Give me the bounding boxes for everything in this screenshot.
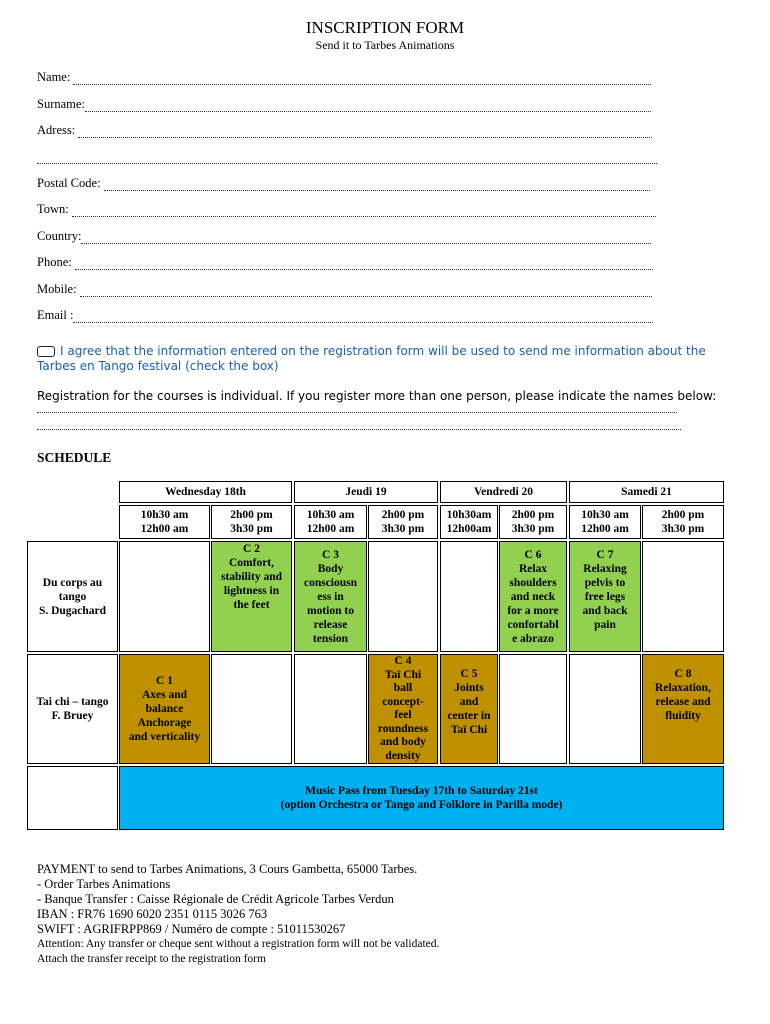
payment-info	[37, 862, 439, 967]
registration-note: Registration for the courses is individual. If you register more than one person, please indicate the names below:	[37, 389, 717, 403]
time-slot: 10h30 am 12h00 am	[294, 505, 367, 539]
field-label: Surname:	[37, 97, 85, 111]
course-c4[interactable]: C 4 Taï Chi ball concept- feel roundness and body density	[368, 654, 438, 764]
course-c3[interactable]: C 3 Body consciousn ess in motion to release tension	[294, 541, 367, 652]
phone-field[interactable]	[37, 255, 653, 270]
address-field[interactable]	[37, 123, 652, 138]
email-field[interactable]	[37, 308, 653, 323]
payment-line: - Banque Transfer : Caisse Régionale de Crédit Agricole Tarbes Verdun	[37, 892, 394, 906]
time-slot: 10h30 am 12h00 am	[569, 505, 641, 539]
field-label: Postal Code:	[37, 176, 101, 190]
course-c7[interactable]: C 7 Relaxing pelvis to free legs and back pain	[569, 541, 641, 652]
teacher-dugachard: Du corps au tango S. Dugachard	[27, 541, 118, 652]
form-subtitle: Send it to Tarbes Animations	[315, 38, 455, 52]
address-line-2-field[interactable]	[37, 149, 657, 164]
empty-slot	[119, 541, 210, 652]
field-label: Email :	[37, 308, 74, 322]
day-header: Jeudi 19	[294, 481, 438, 503]
field-label: Name:	[37, 70, 71, 84]
empty-slot	[211, 654, 292, 764]
teacher-bruey: Tai chi – tango F. Bruey	[27, 654, 118, 764]
time-slot: 2h00 pm 3h30 pm	[499, 505, 567, 539]
empty-slot	[440, 541, 498, 652]
empty-slot	[569, 654, 641, 764]
field-label: Mobile:	[37, 282, 77, 296]
empty-slot	[27, 766, 118, 830]
postal-code-field[interactable]	[37, 176, 650, 191]
consent-checkbox[interactable]	[37, 346, 55, 357]
field-label: Adress:	[37, 123, 76, 137]
town-field[interactable]	[37, 202, 656, 217]
field-label: Phone:	[37, 255, 72, 269]
field-label: Town:	[37, 202, 69, 216]
time-slot: 10h30 am 12h00 am	[119, 505, 210, 539]
time-slot: 10h30am 12h00am	[440, 505, 498, 539]
mobile-field[interactable]	[37, 282, 652, 297]
course-c1[interactable]: C 1 Axes and balance Anchorage and verticality	[119, 654, 210, 764]
schedule-heading: SCHEDULE	[37, 450, 112, 465]
consent-block	[37, 344, 727, 374]
form-title: INSCRIPTION FORM	[305, 18, 465, 37]
consent-text: I agree that the information entered on the registration form will be used to send me information about the Tarbes en Tango festival (check the box)	[37, 344, 706, 373]
payment-note: Attention: Any transfer or cheque sent without a registration form will not be validated.	[37, 938, 440, 950]
time-slot: 2h00 pm 3h30 pm	[368, 505, 438, 539]
names-line-2[interactable]	[37, 429, 681, 430]
day-header: Samedi 21	[569, 481, 724, 503]
name-field[interactable]	[37, 70, 651, 85]
time-slot: 2h00 pm 3h30 pm	[211, 505, 292, 539]
course-c2[interactable]: C 2 Comfort, stability and lightness in the feet	[211, 541, 292, 652]
payment-line: SWIFT : AGRIFRPP869 / Numéro de compte : 51011530267	[37, 922, 346, 936]
day-header: Wednesday 18th	[119, 481, 292, 503]
surname-field[interactable]	[37, 97, 651, 112]
course-c8[interactable]: C 8 Relaxation, release and fluidity	[642, 654, 724, 764]
payment-line: - Order Tarbes Animations	[37, 877, 171, 891]
empty-slot	[294, 654, 367, 764]
time-slot: 2h00 pm 3h30 pm	[642, 505, 724, 539]
course-c5[interactable]: C 5 Joints and center in Taï Chi	[440, 654, 498, 764]
empty-slot	[499, 654, 567, 764]
empty-slot	[368, 541, 438, 652]
music-pass[interactable]: Music Pass from Tuesday 17th to Saturday 21st (option Orchestra or Tango and Folklore in Parilla mode)	[119, 766, 724, 830]
field-label: Country:	[37, 229, 82, 243]
empty-slot	[642, 541, 724, 652]
payment-line: PAYMENT to send to Tarbes Animations, 3 Cours Gambetta, 65000 Tarbes.	[37, 862, 418, 876]
payment-note: Attach the transfer receipt to the registration form	[37, 953, 266, 965]
day-header: Vendredi 20	[440, 481, 567, 503]
payment-line: IBAN : FR76 1690 6020 2351 0115 3026 763	[37, 907, 268, 921]
country-field[interactable]	[37, 229, 651, 244]
course-c6[interactable]: C 6 Relax shoulders and neck for a more confortabl e abrazo	[499, 541, 567, 652]
names-line-1[interactable]	[37, 412, 677, 413]
